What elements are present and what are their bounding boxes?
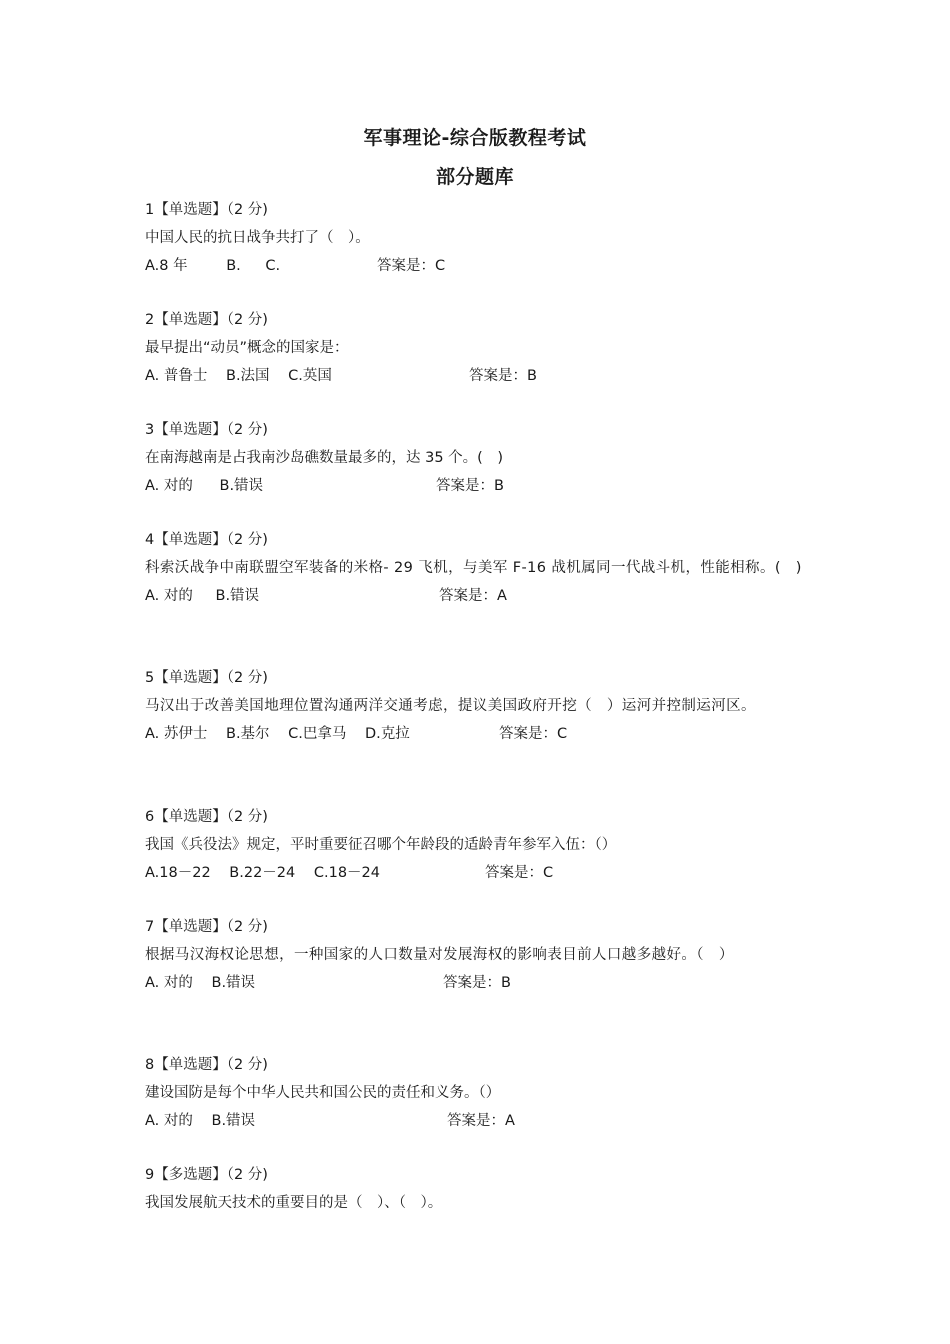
question-9	[145, 1161, 815, 1217]
question-stem: 在南海越南是占我南沙岛礁数量最多的，达 35 个。( )	[145, 450, 503, 466]
option: C.巴拿马	[288, 726, 347, 742]
options-row	[145, 362, 815, 390]
options-row	[145, 859, 815, 887]
question-stem: 建设国防是每个中华人民共和国公民的责任和义务。（）	[145, 1085, 501, 1101]
option: B.错误	[219, 478, 264, 494]
answer-text: 答案是：B	[436, 478, 504, 494]
question-header: 1【单选题】（2 分)	[145, 202, 268, 218]
answer-text: 答案是：C	[485, 865, 554, 881]
question-stem: 我国发展航天技术的重要目的是（ ）、（ ）。	[145, 1195, 443, 1211]
question-header: 2【单选题】（2 分)	[145, 312, 268, 328]
option: B.	[226, 258, 241, 274]
option: C.英国	[288, 368, 332, 384]
question-header: 4【单选题】（2 分)	[145, 532, 268, 548]
question-header: 8【单选题】（2 分)	[145, 1057, 268, 1073]
option: B.错误	[211, 975, 256, 991]
question-stem: 马汉出于改善美国地理位置沟通两洋交通考虑，提议美国政府开挖（ ）运河并控制运河区。	[145, 698, 756, 714]
options-row	[145, 1107, 815, 1135]
question-header: 3【单选题】（2 分)	[145, 422, 268, 438]
question-8	[145, 1051, 815, 1135]
answer-text: 答案是：C	[499, 726, 568, 742]
question-stem: 科索沃战争中南联盟空军装备的米格- 29 飞机，与美军 F-16 战机属同一代战斗机，性能相称。( )	[145, 560, 802, 576]
question-6	[145, 803, 815, 887]
option: D.克拉	[365, 726, 410, 742]
answer-text: 答案是：A	[447, 1113, 515, 1129]
answer-text: 答案是：B	[443, 975, 511, 991]
question-stem: 中国人民的抗日战争共打了（ ）。	[145, 230, 370, 246]
option: C.18－24	[313, 865, 381, 881]
option: A. 普鲁士	[145, 368, 208, 384]
option: A. 对的	[145, 1113, 193, 1129]
option: B.22－24	[229, 865, 296, 881]
answer-text: 答案是：C	[377, 258, 446, 274]
question-header: 5【单选题】（2 分)	[145, 670, 268, 686]
question-1	[145, 196, 815, 280]
option: A.18－22	[145, 865, 211, 881]
option: A. 对的	[145, 478, 193, 494]
question-3	[145, 416, 815, 500]
question-stem: 我国《兵役法》规定，平时重要征召哪个年龄段的适龄青年参军入伍：（）	[145, 837, 617, 853]
answer-text: 答案是：B	[469, 368, 537, 384]
options-row	[145, 720, 815, 748]
option: B.法国	[226, 368, 270, 384]
options-row	[145, 582, 815, 610]
question-4	[145, 526, 815, 610]
option: B.错误	[211, 1113, 256, 1129]
question-stem: 根据马汉海权论思想，一种国家的人口数量对发展海权的影响表目前人口越多越好。（ ）	[145, 947, 734, 963]
answer-text: 答案是：A	[439, 588, 507, 604]
options-row	[145, 969, 815, 997]
options-row	[145, 252, 815, 280]
option: A.8 年	[145, 258, 188, 274]
page-subtitle: 部分题库	[435, 166, 514, 188]
option: B.基尔	[226, 726, 270, 742]
option: A. 苏伊士	[145, 726, 208, 742]
question-7	[145, 913, 815, 997]
question-header: 6【单选题】（2 分)	[145, 809, 268, 825]
option: B.错误	[215, 588, 260, 604]
page-title: 军事理论-综合版教程考试	[363, 127, 587, 149]
option: A. 对的	[145, 588, 193, 604]
options-row	[145, 472, 815, 500]
question-5	[145, 664, 815, 748]
question-stem: 最早提出“动员”概念的国家是：	[145, 340, 349, 356]
question-2	[145, 306, 815, 390]
option: C.	[265, 258, 281, 274]
question-header: 7【单选题】（2 分)	[145, 919, 268, 935]
option: A. 对的	[145, 975, 193, 991]
question-header: 9【多选题】（2 分)	[145, 1167, 268, 1183]
